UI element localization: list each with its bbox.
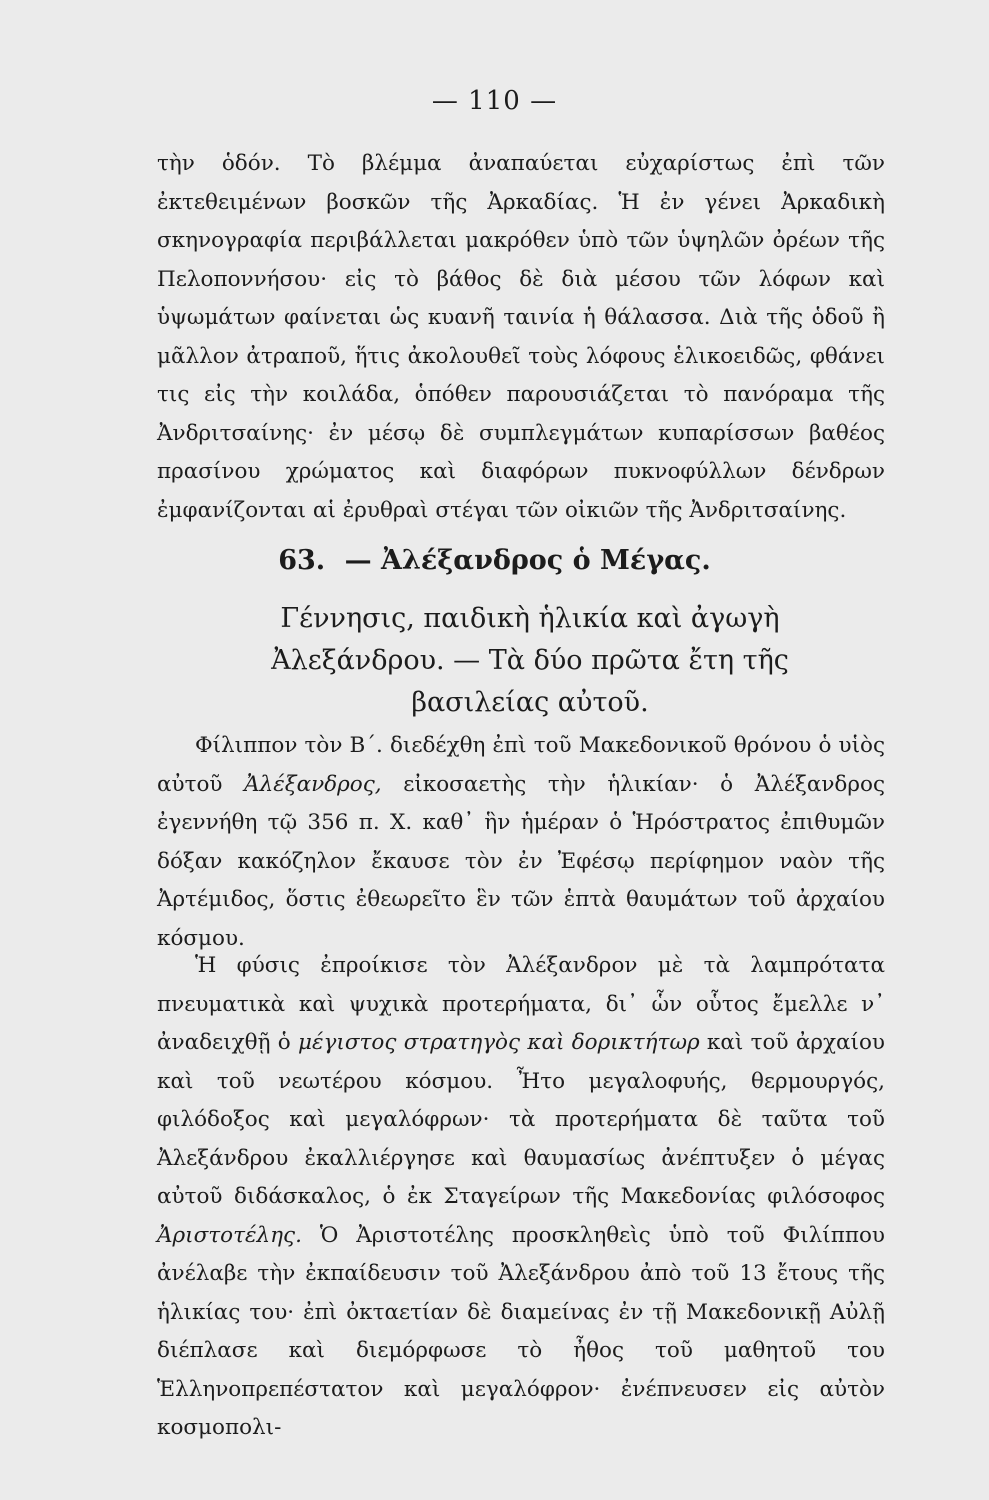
paragraph-text <box>157 947 885 1448</box>
paragraph-nature <box>157 947 885 1448</box>
page-number: — 110 — <box>431 86 558 116</box>
text-run: Ἡ φύσις ἐπροίκισε τὸν Ἀλέξανδρον μὲ τὰ λαμπρότατα πνευματικὰ καὶ ψυχικὰ προτερήματα, δι᾽ ὧν οὗτος ἔμελλε ν᾽ ἀναδειχθῇ ὁ <box>157 953 885 1055</box>
text-run: εἰκοσαετὴς τὴν ἡλικίαν· ὁ Ἀλέξανδρος ἐγεννήθη τῷ 356 π. Χ. καθ᾽ ἣν ἡμέραν ὁ Ἡρόστρατος ἐπιθυμῶν δόξαν κακόζηλον ἔκαυσε τὸν ἐν Ἐφέσῳ περίφημον ναὸν τῆς Ἀρτέμιδος, ὅστις ἐθεωρεῖτο ἓν τῶν ἑπτὰ θαυμάτων τοῦ ἀρχαίου κόσμου. <box>157 771 885 951</box>
emphasis-alexander: Ἀλέξανδρος, <box>244 771 382 797</box>
section-dash: — <box>344 545 372 576</box>
paragraph-philip <box>157 727 885 958</box>
emphasis-general: μέγιστος στρατηγὸς καὶ δορικτήτωρ <box>298 1030 700 1055</box>
text-run: Ὁ Ἀριστοτέλης προσκληθεὶς ὑπὸ τοῦ Φιλίππου ἀνέλαβε τὴν ἐκπαίδευσιν τοῦ Ἀλεξάνδρου ἀπὸ τοῦ 13 ἔτους τῆς ἡλικίας του· ἐπὶ ὀκταετίαν δὲ διαμείνας ἐν τῇ Μακεδονικῇ Αὐλῇ διέπλασε καὶ διεμόρφωσε τὸ ἦθος τοῦ μαθητοῦ του Ἑλληνοπρεπέστατον καὶ μεγαλόφρον· ἐνέπνευσεν εἰς αὐτὸν κοσμοπολι- <box>157 1222 885 1440</box>
section-subtitle: Γέννησις, παιδικὴ ἡλικία καὶ ἀγωγὴ Ἀλεξάνδρου. — Τὰ δύο πρῶτα ἔτη τῆς βασιλείας αὐτοῦ. <box>271 603 789 718</box>
emphasis-aristotle: Ἀριστοτέλης. <box>157 1222 302 1248</box>
section-title: Ἀλέξανδρος ὁ Μέγας. <box>381 545 711 576</box>
section-heading <box>0 545 989 576</box>
text-run: καὶ τοῦ ἀρχαίου καὶ τοῦ νεωτέρου κόσμου. Ἦτο μεγαλοφυής, θερμουργός, φιλόδοξος καὶ μεγαλόφρων· τὰ προτερήματα δὲ ταῦτα τοῦ Ἀλεξάνδρου ἐκαλλιέργησε καὶ θαυμασίως ἀνέπτυξεν ὁ μέγας αὐτοῦ διδάσκαλος, ὁ ἐκ Σταγείρων τῆς Μακεδονίας φιλόσοφος <box>157 1030 886 1209</box>
paragraph-continuation <box>157 145 885 530</box>
text-run: Φίλιππον τὸν Β΄. διεδέχθη ἐπὶ τοῦ Μακεδονικοῦ θρόνου ὁ υἱὸς αὐτοῦ <box>157 733 885 797</box>
paragraph-text <box>157 727 885 958</box>
section-number: 63. <box>278 545 326 576</box>
paragraph-text: τὴν ὁδόν. Τὸ βλέμμα ἀναπαύεται εὐχαρίστως ἐπὶ τῶν ἐκτεθειμένων βοσκῶν τῆς Ἀρκαδίας. Ἡ ἐν γένει Ἀρκαδικὴ σκηνογραφία περιβάλλεται μακρόθεν ὑπὸ τῶν ὑψηλῶν ὀρέων τῆς Πελοποννήσου· εἰς τὸ βάθος δὲ διὰ μέσου τῶν λόφων καὶ ὑψωμάτων φαίνεται ὡς κυανῆ ταινία ἡ θάλασσα. Διὰ τῆς ὁδοῦ ἢ μᾶλλον ἀτραποῦ, ἥτις ἀκολουθεῖ τοὺς λόφους ἑλικοειδῶς, φθάνει τις εἰς τὴν κοιλάδα, ὁπόθεν παρουσιάζεται τὸ πανόραμα τῆς Ἀνδριτσαίνης· ἐν μέσῳ δὲ συμπλεγμάτων κυπαρίσσων βαθέος πρασίνου χρώματος καὶ διαφόρων πυκνοφύλλων δένδρων ἐμφανίζονται αἱ ἐρυθραὶ στέγαι τῶν οἰκιῶν τῆς Ἀνδριτσαίνης. <box>157 151 885 523</box>
